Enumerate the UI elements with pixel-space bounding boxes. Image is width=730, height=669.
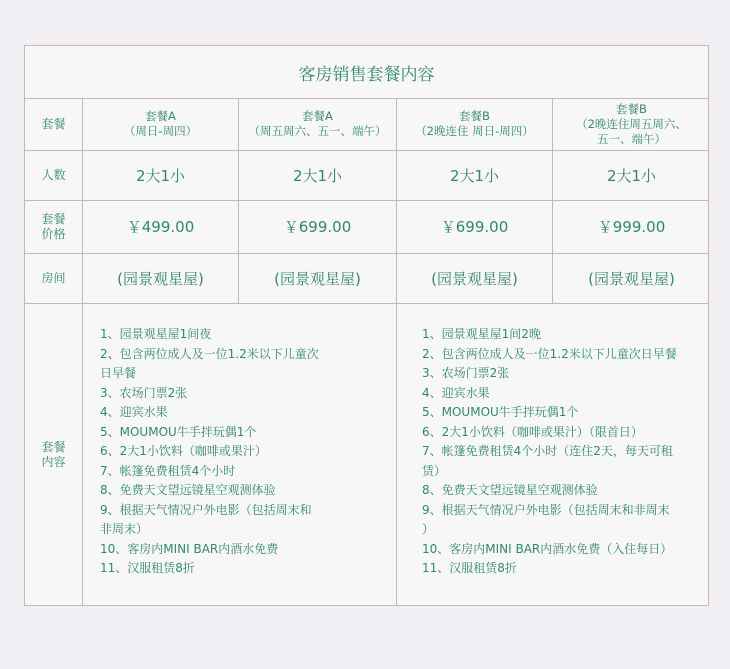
- room-value: (园景观星屋): [83, 253, 239, 303]
- content-line: ）: [422, 522, 435, 536]
- people-value: 2大1小: [239, 150, 397, 200]
- content-line: 2、包含两位成人及一位1.2米以下儿童次: [100, 346, 319, 361]
- content-line: 2、包含两位成人及一位1.2米以下儿童次日早餐: [422, 346, 677, 361]
- package-name: 套餐A: [145, 109, 176, 123]
- content-line: 5、MOUMOU牛手拌玩偶1个: [100, 424, 257, 439]
- row-label-people: 人数: [25, 150, 83, 200]
- package-header-1: [83, 98, 239, 150]
- row-label-price: [25, 200, 83, 253]
- content-line: 10、客房内MINI BAR内酒水免费: [100, 541, 279, 556]
- package-name: 套餐B: [616, 101, 647, 116]
- content-line: 3、农场门票2张: [422, 366, 510, 380]
- content-line: 8、免费天文望远镜星空观测体验: [100, 483, 276, 497]
- content-line: 9、根据天气情况户外电影（包括周末和: [100, 502, 312, 517]
- package-header-2: [239, 98, 397, 150]
- content-line: 1、园景观星屋1间2晚: [422, 327, 541, 341]
- row-label-line: 内容: [41, 454, 66, 469]
- row-label-content: [25, 303, 83, 606]
- package-period: 五一、端午）: [597, 131, 666, 146]
- content-line: 赁）: [422, 463, 447, 478]
- room-row: [25, 253, 708, 304]
- package-header-3: [397, 98, 553, 150]
- people-row: [25, 150, 708, 201]
- row-label-line: 套餐: [41, 439, 66, 454]
- package-period: （周五周六、五一、端午）: [248, 124, 387, 138]
- row-label-room: 房间: [25, 253, 83, 303]
- content-line: 6、2大1小饮料（咖啡或果汁）: [100, 444, 267, 458]
- price-value: ￥699.00: [397, 200, 553, 253]
- row-label-package: 套餐: [25, 98, 83, 150]
- content-line: 1、园景观星屋1间夜: [100, 327, 212, 341]
- price-value: ￥499.00: [83, 200, 239, 253]
- room-value: (园景观星屋): [239, 253, 397, 303]
- content-line: 非周末）: [100, 522, 149, 536]
- content-line: 日早餐: [100, 366, 137, 380]
- row-label-line: 价格: [41, 226, 66, 241]
- people-value: 2大1小: [83, 150, 239, 200]
- package-period: （2晚连住 周日-周四）: [415, 124, 534, 138]
- price-row: [25, 200, 708, 254]
- content-line: 7、帐篷免费租赁4个小时（连住2天，每天可租: [422, 444, 673, 458]
- package-period: （2晚连住周五周六、: [576, 116, 687, 131]
- people-value: 2大1小: [397, 150, 553, 200]
- content-list-a: [100, 325, 319, 579]
- content-a-cell: [83, 303, 397, 606]
- content-line: 11、汉服租赁8折: [422, 561, 517, 575]
- price-value: ￥699.00: [239, 200, 397, 253]
- room-value: (园景观星屋): [397, 253, 553, 303]
- content-line: 11、汉服租赁8折: [100, 561, 195, 575]
- content-line: 4、迎宾水果: [422, 385, 490, 400]
- content-line: 9、根据天气情况户外电影（包括周末和非周末: [422, 502, 670, 517]
- package-name: 套餐B: [459, 109, 490, 123]
- content-line: 3、农场门票2张: [100, 385, 188, 400]
- content-line: 10、客房内MINI BAR内酒水免费（入住每日）: [422, 541, 673, 556]
- package-period: （周日-周四）: [123, 124, 198, 138]
- people-value: 2大1小: [606, 166, 657, 185]
- price-value: ￥999.00: [597, 218, 666, 236]
- content-line: 8、免费天文望远镜星空观测体验: [422, 483, 598, 497]
- package-row: [25, 98, 708, 151]
- content-b-cell: [397, 303, 710, 606]
- package-table: [24, 45, 709, 606]
- content-list-b: [422, 325, 677, 579]
- package-name: 套餐A: [302, 109, 333, 123]
- content-line: 4、迎宾水果: [100, 405, 168, 419]
- content-line: 5、MOUMOU牛手拌玩偶1个: [422, 405, 579, 419]
- package-header-4: [553, 98, 710, 150]
- content-row: [25, 303, 708, 606]
- row-label-line: 套餐: [41, 211, 66, 226]
- room-value: (园景观星屋): [588, 269, 675, 288]
- content-line: 6、2大1小饮料（咖啡或果汁）（限首日）: [422, 424, 643, 439]
- content-line: 7、帐篷免费租赁4个小时: [100, 463, 236, 478]
- table-title: 客房销售套餐内容: [25, 46, 708, 99]
